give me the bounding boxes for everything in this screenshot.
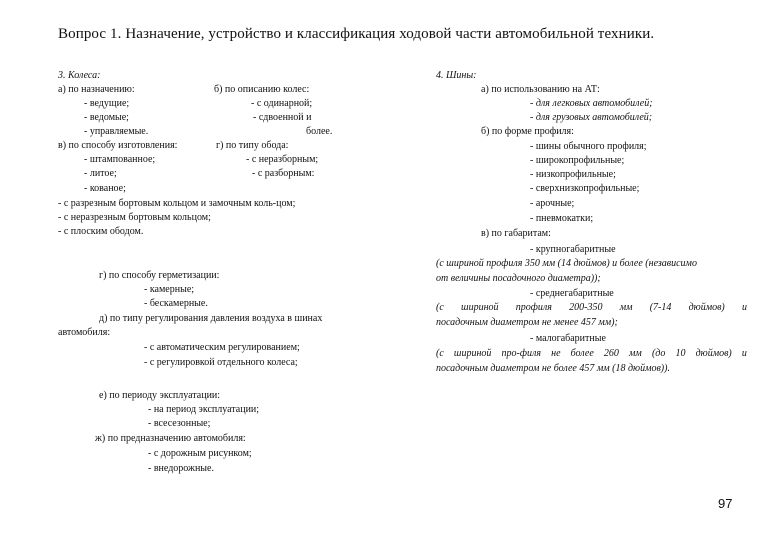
list-item: - ведомые; <box>84 112 129 123</box>
list-item: - низкопрофильные; <box>530 169 616 180</box>
list-item: - для грузовых автомобилей; <box>530 112 653 123</box>
list-item: - широкопрофильные; <box>530 155 625 166</box>
sealing-label: г) по способу герметизации: <box>99 270 220 281</box>
note-word: 200-350 <box>569 302 603 313</box>
list-item: - всесезонные; <box>148 418 211 429</box>
size-large-note: (с шириной профиля 350 мм (14 дюймов) и более (независимо <box>436 258 697 269</box>
note-word: дюймов) <box>688 302 725 313</box>
note-word: дюймов) <box>695 348 732 359</box>
wheels-heading: 3. Колеса: <box>58 70 101 81</box>
list-item: - с разборным: <box>252 168 315 179</box>
list-item: - с неразрезным бортовым кольцом; <box>58 212 211 223</box>
vehicle-label: ж) по предназначению автомобиля: <box>95 433 246 444</box>
season-label: е) по периоду эксплуатации: <box>99 390 221 401</box>
size-small-name: - малогабаритные <box>530 333 606 344</box>
note-word: (с <box>436 302 444 313</box>
size-medium-note-cont: посадочным диаметром не менее 457 мм); <box>436 317 618 328</box>
count-label: б) по описанию колес: <box>214 84 310 95</box>
size-small-note <box>436 348 747 360</box>
list-item: более. <box>306 126 333 137</box>
note-word: не <box>551 348 561 359</box>
list-item: - на период эксплуатации; <box>148 404 260 415</box>
profile-label: б) по форме профиля: <box>481 126 574 137</box>
note-word: профиля <box>515 302 552 313</box>
list-item: - ведущие; <box>84 98 130 109</box>
size-large-note-cont: от величины посадочного диаметра)); <box>436 273 601 284</box>
list-item: - с одинарной; <box>251 98 313 109</box>
page-title: Вопрос 1. Назначение, устройство и классификация ходовой части автомобильной техники. <box>58 26 655 42</box>
size-large-name: - крупногабаритные <box>530 244 616 255</box>
size-medium-note <box>436 302 747 314</box>
list-item: - бескамерные. <box>144 298 208 309</box>
list-item: - с плоским ободом. <box>58 226 144 237</box>
pressure-label-cont: автомобиля: <box>58 327 111 338</box>
list-item: - с дорожным рисунком; <box>148 448 252 459</box>
note-word: 10 <box>675 348 686 359</box>
note-word: (до <box>651 348 666 359</box>
list-item: - литое; <box>84 168 117 179</box>
list-item: - арочные; <box>530 198 575 209</box>
list-item: - кованое; <box>84 183 126 194</box>
size-label: в) по габаритам: <box>481 228 551 239</box>
list-item: - шины обычного профиля; <box>530 141 647 152</box>
list-item: - сверхнизкопрофильные; <box>530 183 640 194</box>
size-small-note-cont: посадочным диаметром не более 457 мм (18 дюймов)). <box>436 363 670 374</box>
manufacture-label: в) по способу изготовления: <box>58 140 178 151</box>
list-item: - сдвоенной и <box>253 112 312 123</box>
list-item: - для легковых автомобилей; <box>530 98 653 109</box>
note-word: более <box>570 348 594 359</box>
usage-label: а) по использованию на АТ: <box>481 84 600 95</box>
size-medium-name: - среднегабаритные <box>530 288 614 299</box>
list-item: - с регулировкой отдельного колеса; <box>144 357 298 368</box>
list-item: - пневмокатки; <box>530 213 594 224</box>
note-word: шириной <box>461 302 499 313</box>
note-word: про-филя <box>501 348 541 359</box>
note-word: и <box>741 348 747 359</box>
note-word: мм <box>619 302 633 313</box>
list-item: - с автоматическим регулированием; <box>144 342 300 353</box>
note-word: и <box>742 302 747 313</box>
note-word: 260 <box>603 348 619 359</box>
rim-label: г) по типу обода: <box>216 140 289 151</box>
tires-heading: 4. Шины: <box>436 70 477 81</box>
list-item: - с неразборным; <box>246 154 319 165</box>
list-item: - с разрезным бортовым кольцом и замочным коль-цом; <box>58 198 296 209</box>
purpose-label: а) по назначению: <box>58 84 135 95</box>
page-number: 97 <box>718 496 733 511</box>
list-item: - внедорожные. <box>148 463 214 474</box>
note-word: мм <box>629 348 642 359</box>
note-word: шириной <box>453 348 492 359</box>
list-item: - камерные; <box>144 284 195 295</box>
list-item: - штампованное; <box>84 154 156 165</box>
list-item: - управляемые. <box>84 126 149 137</box>
pressure-label: д) по типу регулирования давления воздуха в шинах <box>99 313 323 324</box>
note-word: (с <box>436 348 444 359</box>
note-word: (7-14 <box>649 302 672 313</box>
